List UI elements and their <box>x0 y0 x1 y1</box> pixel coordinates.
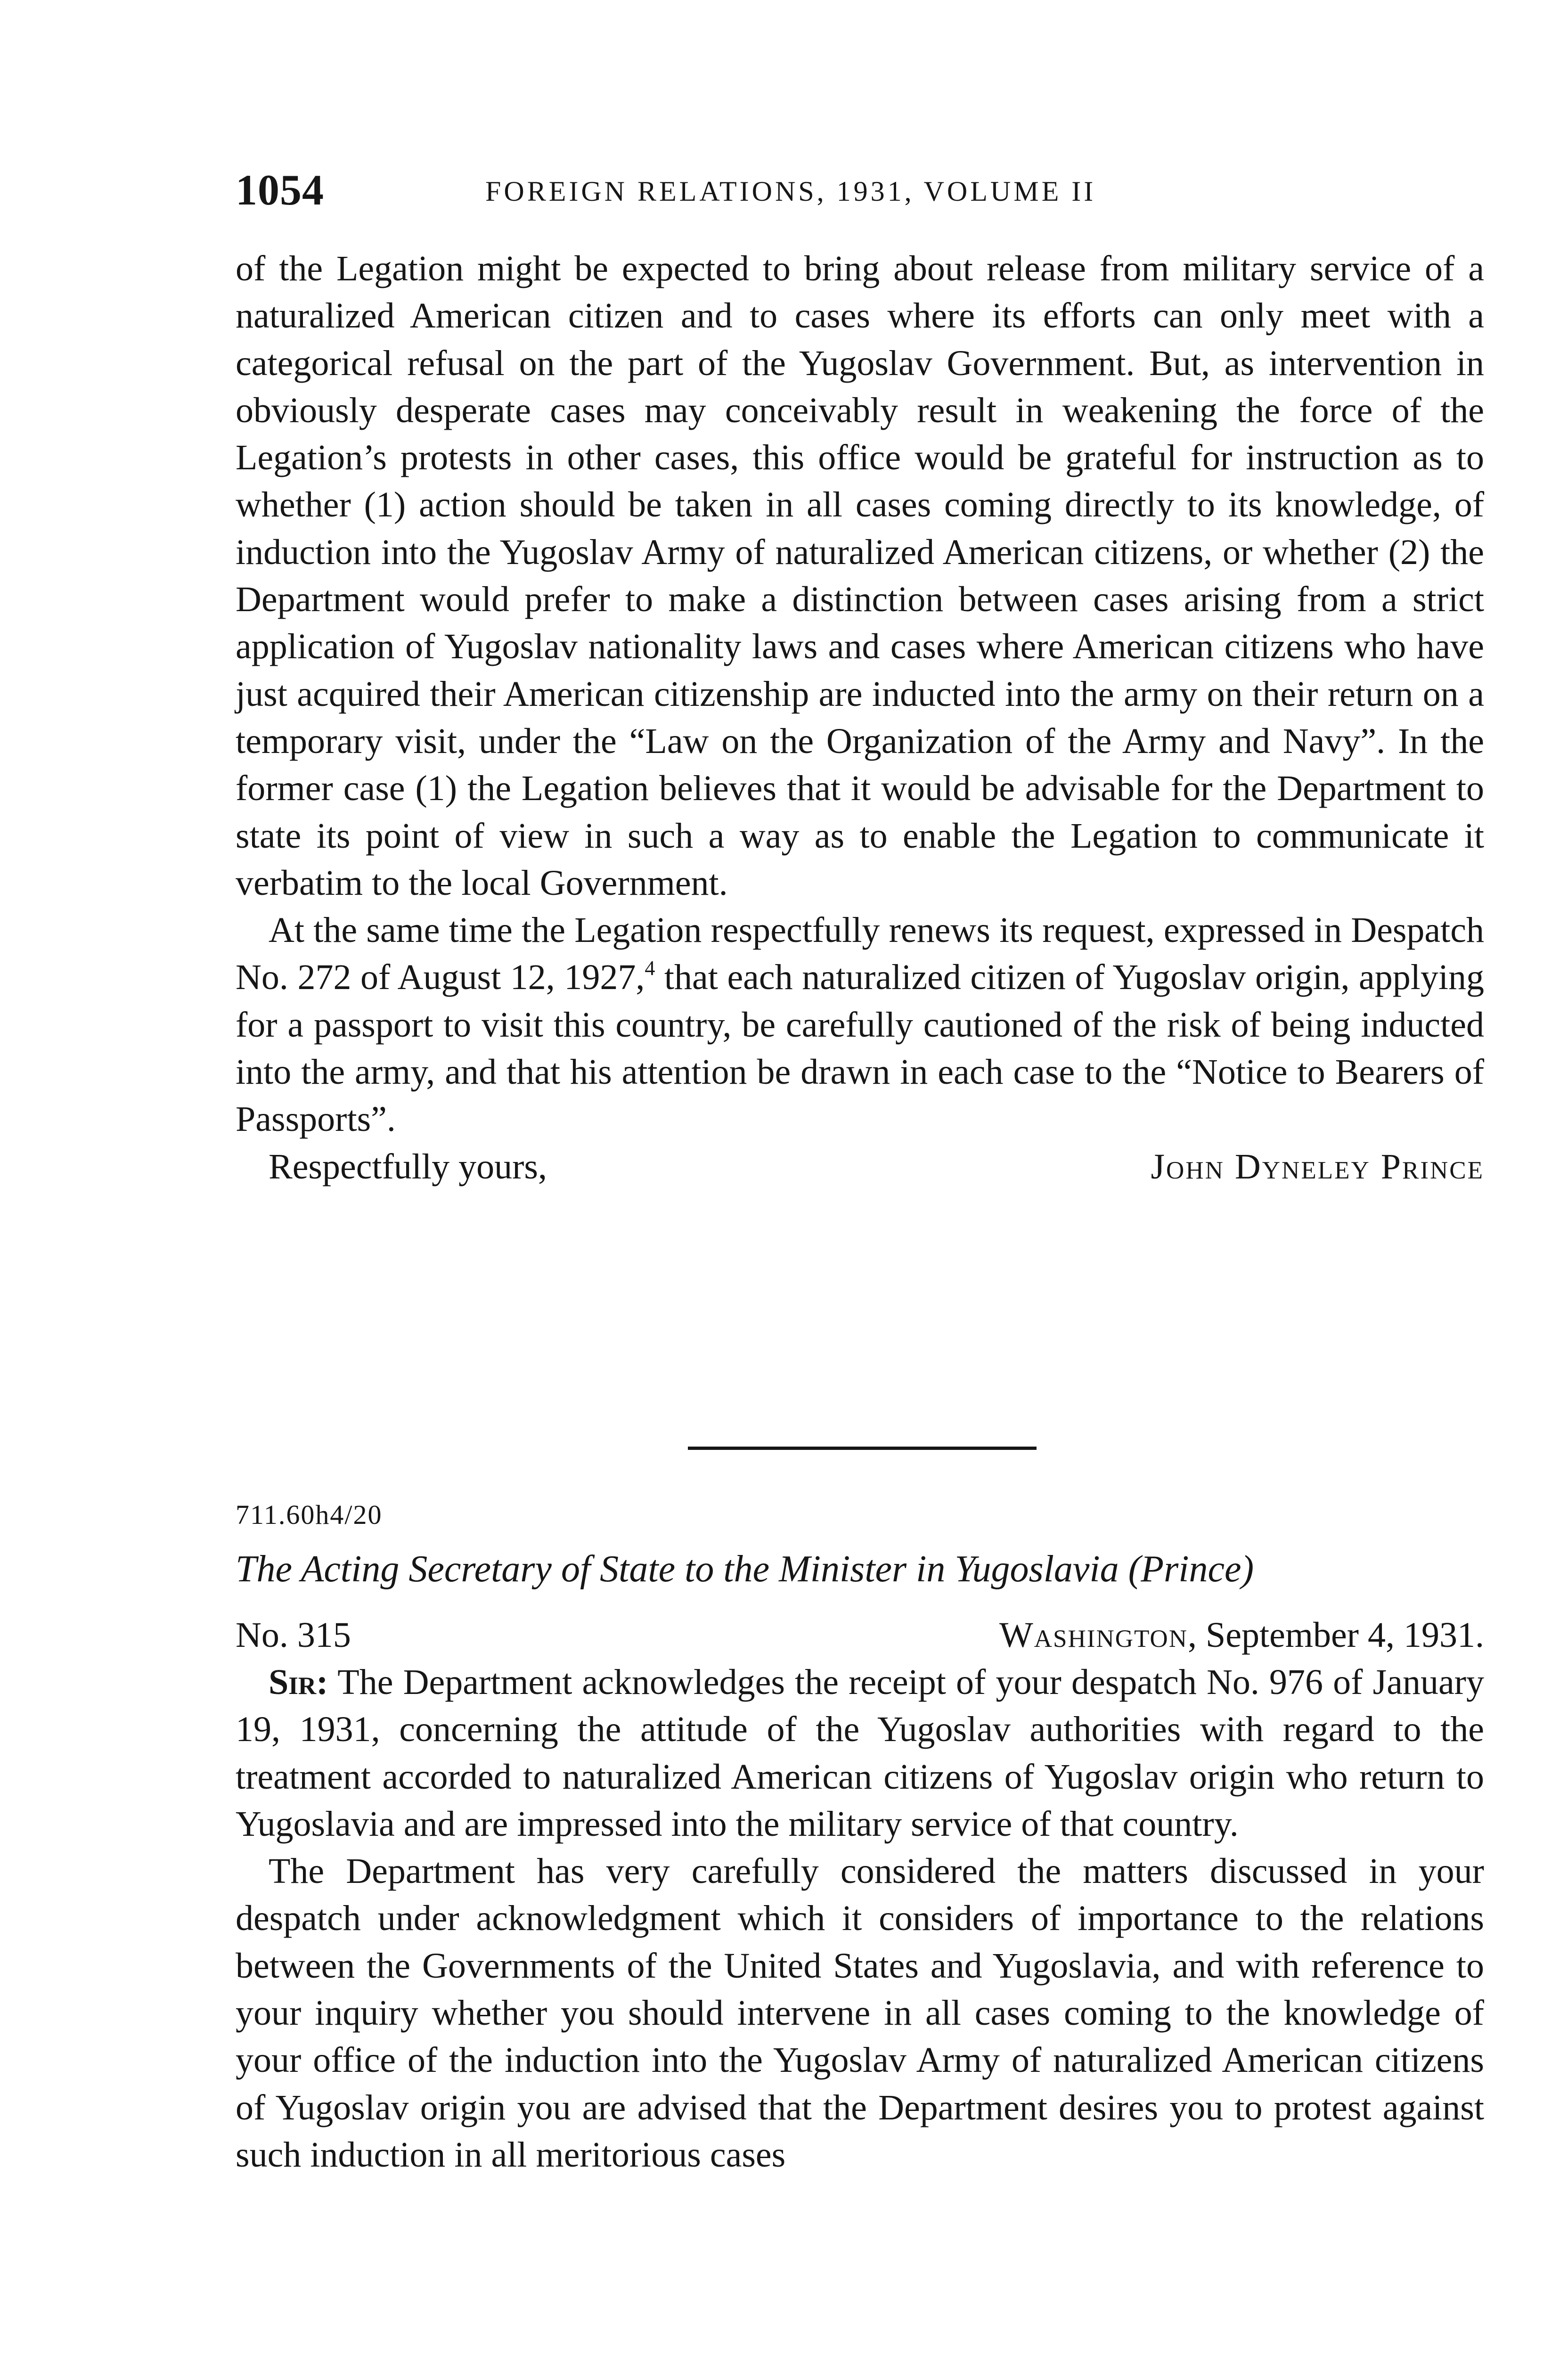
section-divider <box>688 1447 1037 1450</box>
running-head: FOREIGN RELATIONS, 1931, VOLUME II <box>485 176 1096 207</box>
next-document <box>236 1489 1484 2178</box>
paragraph: of the Legation might be expected to bring about release from military service of a naturalized American citizen and to cases where its efforts can only meet with a categorical refusal on the part of the Yugoslav Government. But, as intervention in obviously desperate cases may conceivably result in weakening the force of the Legation’s protests in other cases, this office would be grateful for instruction as to whether (1) action should be taken in all cases coming directly to its knowledge, of induction into the Yugoslav Army of naturalized American citizens, or whether (2) the Department would prefer to make a distinction between cases arising from a strict application of Yugoslav nationality laws and cases where American citizens who have just acquired their American citizenship are inducted into the army on their return on a temporary visit, under the “Law on the Organization of the Army and Navy”. In the former case (1) the Legation believes that it would be advisable for the Department to state its point of view in such a way as to enable the Legation to communicate it verbatim to the local Government. <box>236 249 1484 903</box>
closing-row <box>236 1143 1484 1190</box>
paragraph: The Department has very carefully considered the matters discussed in your despatch under acknowledgment which it considers of importance to the relations between the Governments of the United States and Yugoslavia, and with reference to your inquiry whether you should intervene in all cases coming to the knowledge of your office of the induction into the Yugoslav Army of naturalized American citizens of Yugoslav origin you are advised that the Department desires you to protest against such induction in all meritorious cases <box>236 1851 1484 2175</box>
signature: John Dyneley Prince <box>1151 1146 1484 1186</box>
document-title: The Acting Secretary of State to the Minister in Yugoslavia (Prince) <box>236 1548 1254 1590</box>
paragraph-text: The Department acknowledges the receipt of your despatch No. 976 of January 19, 1931, concerning the attitude of the Yugoslav authorities with regard to the treatment accorded to naturalized American citizens of Yugoslav origin who return to Yugoslavia and are impressed into the military service of that country. <box>236 1662 1484 1844</box>
complimentary-closing: Respectfully yours, <box>269 1146 547 1186</box>
footnote-reference: 4 <box>645 957 655 980</box>
page-header <box>236 165 1484 217</box>
file-number: 711.60h4/20 <box>236 1499 383 1530</box>
place: Washington <box>999 1615 1188 1655</box>
paragraph <box>236 1659 1484 1848</box>
date: , September 4, 1931. <box>1187 1615 1484 1655</box>
document-number: No. 315 <box>236 1615 351 1655</box>
paragraph-text: that each naturalized citizen of Yugoslav origin, applying for a passport to visit this country, be carefully cautioned of the risk of being inducted into the army, and that his attention be drawn in each case to the “Notice to Bearers of Passports”. <box>236 957 1484 1139</box>
letter-body <box>236 245 1484 1190</box>
place-and-date <box>999 1612 1484 1659</box>
salutation: Sir: <box>269 1662 328 1702</box>
page-number: 1054 <box>236 166 324 214</box>
dateline <box>236 1612 1484 1659</box>
paragraph-text: At the same time the Legation respectfully renews its request, expressed in Despatch No. 272 of August 12, 1927, <box>236 910 1484 998</box>
paragraph <box>236 907 1484 1143</box>
